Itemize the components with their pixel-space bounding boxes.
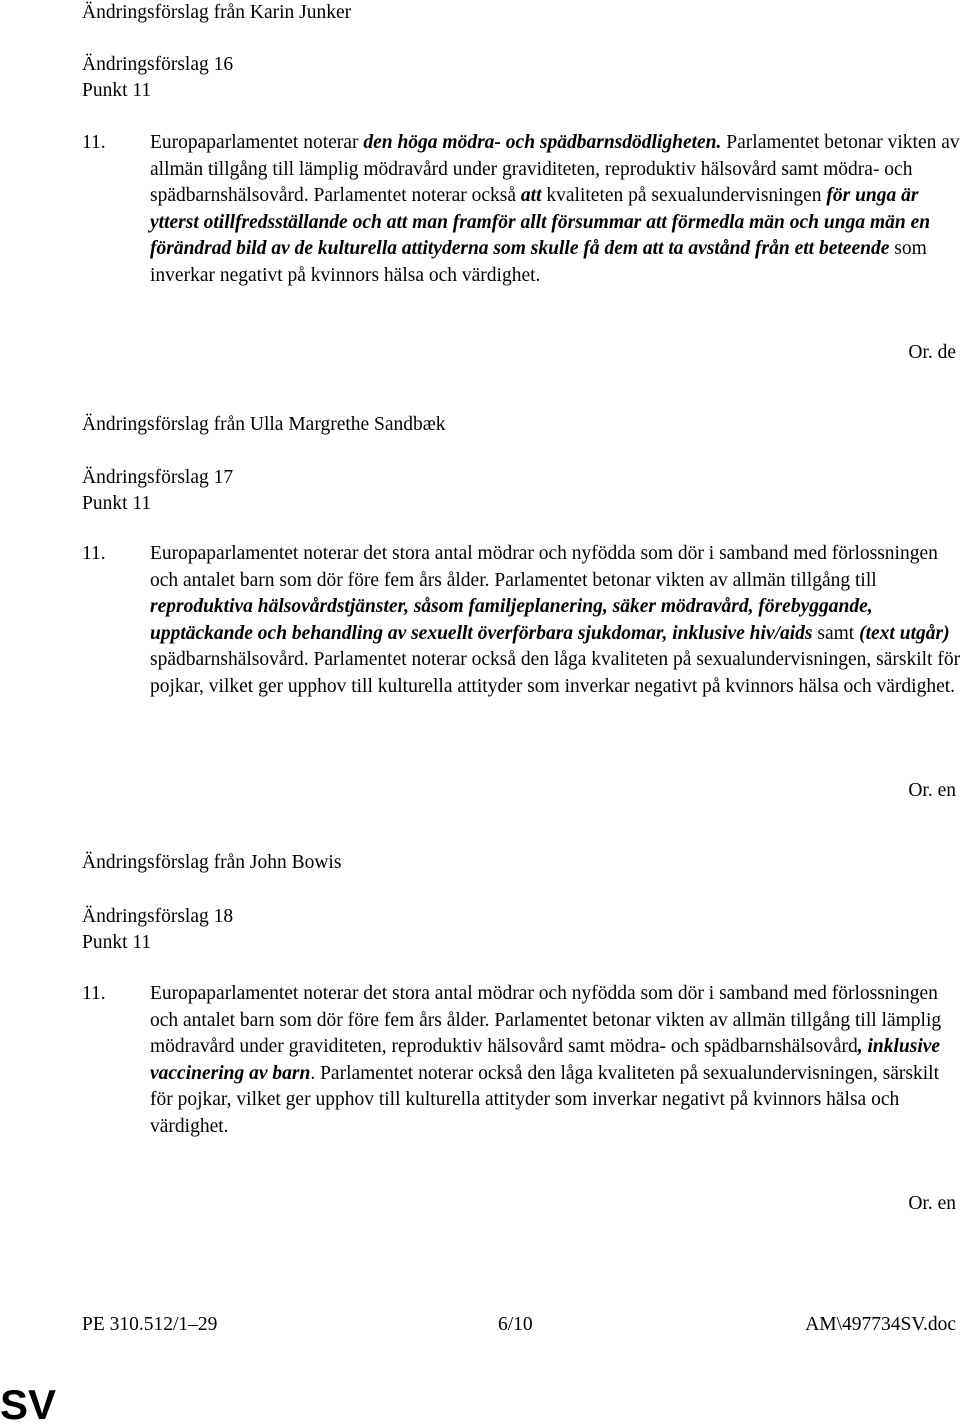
- amendment-number: Ändringsförslag 18: [82, 906, 234, 927]
- amended-text: (text utgår): [859, 622, 950, 644]
- amendment-point: Punkt 11: [82, 493, 152, 514]
- amendment-paragraph: [82, 130, 960, 289]
- paragraph-segment: Europaparlamentet noterar: [150, 132, 364, 153]
- paragraph-segment: . Parlamentet noterar också den låga kvaliteten på sexualundervisningen, särskilt för pojkar, vilket ger upphov till kulturella attityder som inverkar negativt på kvinnors hälsa och värdighet.: [150, 1062, 939, 1137]
- paragraph-segment: Parlamentet betonar vikten av allmän tillgång till lämplig mödravård under graviditeten, reproduktiv hälsovård samt mödra- och spädbarnshälsovård. Parlamentet noterar också: [150, 132, 960, 206]
- paragraph-segment: som inverkar negativt på kvinnors hälsa och värdighet.: [150, 238, 927, 286]
- amendment-paragraph: [82, 541, 960, 700]
- paragraph-segment: Europaparlamentet noterar det stora antal mödrar och nyfödda som dör i samband med förlossningen och antalet barn som dör före fem års ålder. Parlamentet betonar vikten av allmän tillgång till lämplig mödravård under graviditeten, reproduktiv hälsovård samt mödra- och spädbarnshälsovård: [150, 983, 942, 1057]
- original-language: Or. de: [908, 342, 956, 363]
- original-language: Or. en: [908, 1193, 956, 1214]
- paragraph-segment: kvaliteten på sexualundervisningen: [541, 185, 827, 206]
- paragraph-segment: Europaparlamentet noterar det stora antal mödrar och nyfödda som dör i samband med förlossningen och antalet barn som dör före fem års ålder. Parlamentet betonar vikten av allmän tillgång till: [150, 543, 938, 591]
- amendment-author: Ändringsförslag från Ulla Margrethe Sandbæk: [82, 414, 446, 435]
- footer-page-number: 6/10: [498, 1314, 533, 1335]
- amendment-point: Punkt 11: [82, 932, 152, 953]
- paragraph-number: 11.: [82, 543, 106, 564]
- amendment-point: Punkt 11: [82, 80, 152, 101]
- amendment-author: Ändringsförslag från John Bowis: [82, 852, 342, 873]
- amended-text: reproduktiva hälsovårdstjänster, såsom familjeplanering, säker mödravård, förebyggande, upptäckande och behandling av sexuellt överförbara sjukdomar, inklusive hiv/aids: [150, 596, 873, 644]
- paragraph-number: 11.: [82, 132, 106, 153]
- paragraph-text: [150, 541, 960, 700]
- amendment-author: Ändringsförslag från Karin Junker: [82, 2, 352, 23]
- original-language: Or. en: [908, 780, 956, 801]
- amended-text: den höga mödra- och spädbarnsdödligheten.: [363, 132, 722, 153]
- paragraph-text: [150, 981, 960, 1140]
- footer-doc-ref: PE 310.512/1–29: [82, 1314, 218, 1335]
- amended-text: att: [520, 185, 542, 206]
- amended-text: för unga är ytterst otillfredsställande och att man framför allt försummar att förmedla män och unga män en förändrad bild av de kulturella attityderna som skulle få dem att ta avstånd från ett beteende: [150, 185, 931, 259]
- language-code: SV: [0, 1381, 57, 1428]
- paragraph-segment: samt: [812, 622, 860, 644]
- paragraph-segment: spädbarnshälsovård. Parlamentet noterar också den låga kvaliteten på sexualundervisningen, särskilt för pojkar, vilket ger upphov till kulturella attityder som inverkar negativt på kvinnors hälsa och värdighet.: [150, 649, 960, 697]
- amended-text: , inklusive vaccinering av barn: [150, 1036, 941, 1084]
- amendment-number: Ändringsförslag 16: [82, 54, 234, 75]
- amendment-paragraph: [82, 981, 960, 1140]
- paragraph-number: 11.: [82, 983, 106, 1004]
- footer-file-name: AM\497734SV.doc: [805, 1314, 956, 1335]
- amendment-number: Ändringsförslag 17: [82, 467, 234, 488]
- paragraph-text: [150, 130, 960, 289]
